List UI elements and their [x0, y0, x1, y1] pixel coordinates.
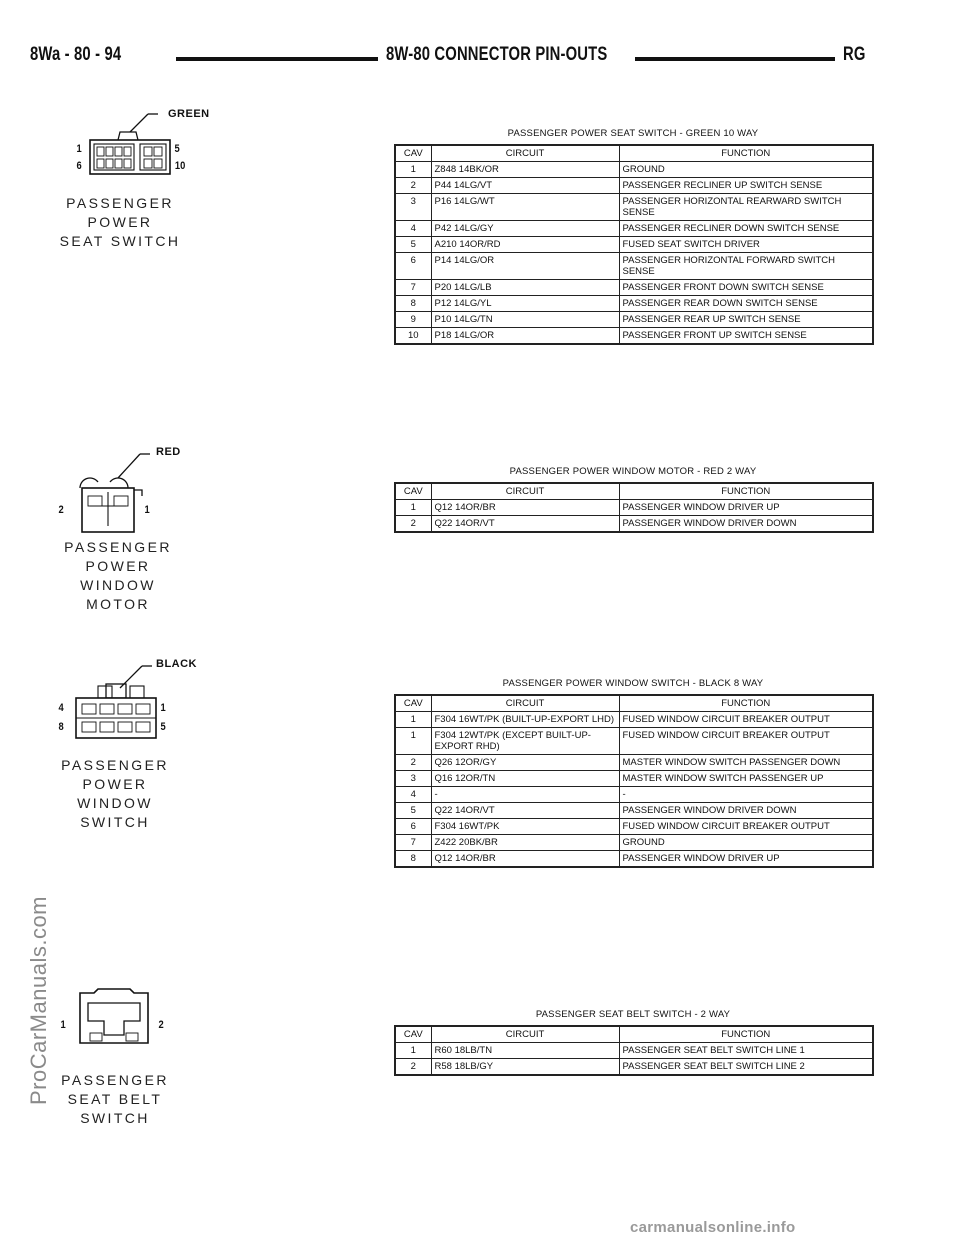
cav-cell: 4	[395, 221, 431, 237]
cav-cell: 6	[395, 819, 431, 835]
cav-cell: 2	[395, 516, 431, 533]
table-row	[395, 851, 873, 868]
table-row	[395, 516, 873, 533]
pin-label: 1	[144, 504, 150, 516]
cav-cell: 2	[395, 178, 431, 194]
circuit-cell: P44 14LG/VT	[431, 178, 619, 194]
pin-label: 2	[158, 1019, 164, 1031]
pin-label: 6	[76, 160, 82, 172]
cav-cell: 3	[395, 194, 431, 221]
header-rule-right	[635, 57, 835, 61]
table-row	[395, 194, 873, 221]
table-row	[395, 803, 873, 819]
window-motor-connector-drawing	[50, 440, 250, 540]
header-function: FUNCTION	[619, 1026, 873, 1043]
function-cell: PASSENGER HORIZONTAL REARWARD SWITCH SENSE	[619, 194, 873, 221]
window-motor-pinout-table	[394, 482, 874, 533]
table-row	[395, 712, 873, 728]
table-row	[395, 787, 873, 803]
table-row	[395, 771, 873, 787]
function-cell: GROUND	[619, 162, 873, 178]
cav-cell: 2	[395, 755, 431, 771]
pin-label: 8	[58, 721, 64, 733]
header-cav: CAV	[395, 483, 431, 500]
connector-color-label: RED	[156, 446, 181, 458]
table-header-row	[395, 145, 873, 162]
pin-label: 1	[60, 1019, 66, 1031]
header-circuit: CIRCUIT	[431, 1026, 619, 1043]
window-switch-connector-drawing	[50, 652, 250, 752]
circuit-cell: F304 12WT/PK (EXCEPT BUILT-UP-EXPORT RHD)	[431, 728, 619, 755]
header-rule-left	[176, 57, 378, 61]
circuit-cell: Q16 12OR/TN	[431, 771, 619, 787]
circuit-cell: Z422 20BK/BR	[431, 835, 619, 851]
function-cell: MASTER WINDOW SWITCH PASSENGER DOWN	[619, 755, 873, 771]
cav-cell: 1	[395, 728, 431, 755]
circuit-cell: Q12 14OR/BR	[431, 851, 619, 868]
table-row	[395, 280, 873, 296]
pin-label: 10	[174, 160, 186, 172]
circuit-cell: -	[431, 787, 619, 803]
window-motor-connector-figure	[50, 440, 250, 615]
table-row	[395, 221, 873, 237]
circuit-cell: P18 14LG/OR	[431, 328, 619, 345]
header-circuit: CIRCUIT	[431, 483, 619, 500]
cav-cell: 6	[395, 253, 431, 280]
function-cell: PASSENGER RECLINER DOWN SWITCH SENSE	[619, 221, 873, 237]
cav-cell: 5	[395, 803, 431, 819]
function-cell: GROUND	[619, 835, 873, 851]
table-row	[395, 237, 873, 253]
header-function: FUNCTION	[619, 483, 873, 500]
cav-cell: 8	[395, 296, 431, 312]
cav-cell: 1	[395, 1043, 431, 1059]
function-cell: FUSED WINDOW CIRCUIT BREAKER OUTPUT	[619, 728, 873, 755]
pin-label: 5	[174, 143, 180, 155]
table-row	[395, 296, 873, 312]
table-row	[395, 312, 873, 328]
cav-cell: 7	[395, 280, 431, 296]
function-cell: FUSED WINDOW CIRCUIT BREAKER OUTPUT	[619, 712, 873, 728]
table-row	[395, 1059, 873, 1076]
function-cell: PASSENGER FRONT UP SWITCH SENSE	[619, 328, 873, 345]
function-cell: PASSENGER WINDOW DRIVER DOWN	[619, 803, 873, 819]
pin-label: 1	[76, 143, 82, 155]
header-cav: CAV	[395, 695, 431, 712]
cav-cell: 3	[395, 771, 431, 787]
table-row	[395, 162, 873, 178]
circuit-cell: A210 14OR/RD	[431, 237, 619, 253]
circuit-cell: P14 14LG/OR	[431, 253, 619, 280]
pin-label: 4	[58, 702, 64, 714]
function-cell: FUSED SEAT SWITCH DRIVER	[619, 237, 873, 253]
function-cell: PASSENGER SEAT BELT SWITCH LINE 2	[619, 1059, 873, 1076]
connector-name: PASSENGER POWER SEAT SWITCH	[59, 195, 181, 249]
table-row	[395, 819, 873, 835]
function-cell: PASSENGER WINDOW DRIVER UP	[619, 851, 873, 868]
cav-cell: 7	[395, 835, 431, 851]
table-body	[395, 1043, 873, 1076]
page-reference: 8Wa - 80 - 94	[30, 44, 122, 65]
table-row	[395, 253, 873, 280]
page-header	[0, 0, 960, 90]
connector-name: PASSENGER POWER WINDOW MOTOR	[64, 539, 172, 612]
circuit-cell: P10 14LG/TN	[431, 312, 619, 328]
circuit-cell: F304 16WT/PK (BUILT-UP-EXPORT LHD)	[431, 712, 619, 728]
header-circuit: CIRCUIT	[431, 145, 619, 162]
table-row	[395, 728, 873, 755]
bottom-watermark-link[interactable]: carmanualsonline.info	[630, 1219, 796, 1236]
cav-cell: 1	[395, 162, 431, 178]
brand-code: RG	[843, 44, 866, 65]
circuit-cell: F304 16WT/PK	[431, 819, 619, 835]
function-cell: PASSENGER REAR DOWN SWITCH SENSE	[619, 296, 873, 312]
circuit-cell: Q12 14OR/BR	[431, 500, 619, 516]
circuit-cell: R58 18LB/GY	[431, 1059, 619, 1076]
table-header-row	[395, 483, 873, 500]
cav-cell: 1	[395, 712, 431, 728]
function-cell: MASTER WINDOW SWITCH PASSENGER UP	[619, 771, 873, 787]
section-title: 8W-80 CONNECTOR PIN-OUTS	[386, 44, 608, 65]
cav-cell: 9	[395, 312, 431, 328]
circuit-cell: Z848 14BK/OR	[431, 162, 619, 178]
table-title: PASSENGER SEAT BELT SWITCH - 2 WAY	[535, 1009, 731, 1020]
header-cav: CAV	[395, 1026, 431, 1043]
circuit-cell: P16 14LG/WT	[431, 194, 619, 221]
table-row	[395, 755, 873, 771]
window-switch-pinout-table	[394, 694, 874, 868]
seat-switch-connector-drawing	[40, 100, 240, 180]
seat-switch-connector-figure	[40, 100, 240, 249]
cav-cell: 10	[395, 328, 431, 345]
table-title: PASSENGER POWER WINDOW SWITCH - BLACK 8 WAY	[502, 678, 764, 689]
cav-cell: 4	[395, 787, 431, 803]
cav-cell: 2	[395, 1059, 431, 1076]
function-cell: -	[619, 787, 873, 803]
header-function: FUNCTION	[619, 695, 873, 712]
circuit-cell: Q26 12OR/GY	[431, 755, 619, 771]
function-cell: PASSENGER WINDOW DRIVER UP	[619, 500, 873, 516]
header-function: FUNCTION	[619, 145, 873, 162]
table-title: PASSENGER POWER SEAT SWITCH - GREEN 10 WAY	[507, 128, 759, 139]
function-cell: PASSENGER SEAT BELT SWITCH LINE 1	[619, 1043, 873, 1059]
table-row	[395, 178, 873, 194]
pin-label: 1	[160, 702, 166, 714]
circuit-cell: P12 14LG/YL	[431, 296, 619, 312]
header-circuit: CIRCUIT	[431, 695, 619, 712]
circuit-cell: P20 14LG/LB	[431, 280, 619, 296]
table-row	[395, 500, 873, 516]
connector-name: PASSENGER SEAT BELT SWITCH	[61, 1072, 169, 1126]
function-cell: PASSENGER FRONT DOWN SWITCH SENSE	[619, 280, 873, 296]
window-switch-connector-figure	[50, 652, 250, 832]
table-header-row	[395, 695, 873, 712]
function-cell: PASSENGER HORIZONTAL FORWARD SWITCH SENSE	[619, 253, 873, 280]
table-row	[395, 1043, 873, 1059]
pin-label: 2	[58, 504, 64, 516]
cav-cell: 5	[395, 237, 431, 253]
table-body	[395, 712, 873, 868]
table-row	[395, 835, 873, 851]
seat-belt-switch-pinout-table	[394, 1025, 874, 1076]
side-watermark: ProCarManuals.com	[26, 895, 51, 1105]
cav-cell: 8	[395, 851, 431, 868]
function-cell: PASSENGER REAR UP SWITCH SENSE	[619, 312, 873, 328]
function-cell: PASSENGER WINDOW DRIVER DOWN	[619, 516, 873, 533]
circuit-cell: Q22 14OR/VT	[431, 516, 619, 533]
table-body	[395, 500, 873, 533]
function-cell: PASSENGER RECLINER UP SWITCH SENSE	[619, 178, 873, 194]
function-cell: FUSED WINDOW CIRCUIT BREAKER OUTPUT	[619, 819, 873, 835]
table-title: PASSENGER POWER WINDOW MOTOR - RED 2 WAY	[509, 466, 757, 477]
cav-cell: 1	[395, 500, 431, 516]
table-row	[395, 328, 873, 345]
connector-color-label: GREEN	[168, 108, 210, 120]
header-cav: CAV	[395, 145, 431, 162]
table-header-row	[395, 1026, 873, 1043]
circuit-cell: P42 14LG/GY	[431, 221, 619, 237]
connector-color-label: BLACK	[156, 658, 197, 670]
pin-label: 5	[160, 721, 166, 733]
table-body	[395, 162, 873, 345]
seat-belt-switch-connector-drawing	[50, 975, 250, 1075]
circuit-cell: R60 18LB/TN	[431, 1043, 619, 1059]
circuit-cell: Q22 14OR/VT	[431, 803, 619, 819]
seat-belt-switch-connector-figure	[50, 975, 250, 1135]
connector-name: PASSENGER POWER WINDOW SWITCH	[61, 757, 169, 830]
seat-switch-pinout-table	[394, 144, 874, 345]
